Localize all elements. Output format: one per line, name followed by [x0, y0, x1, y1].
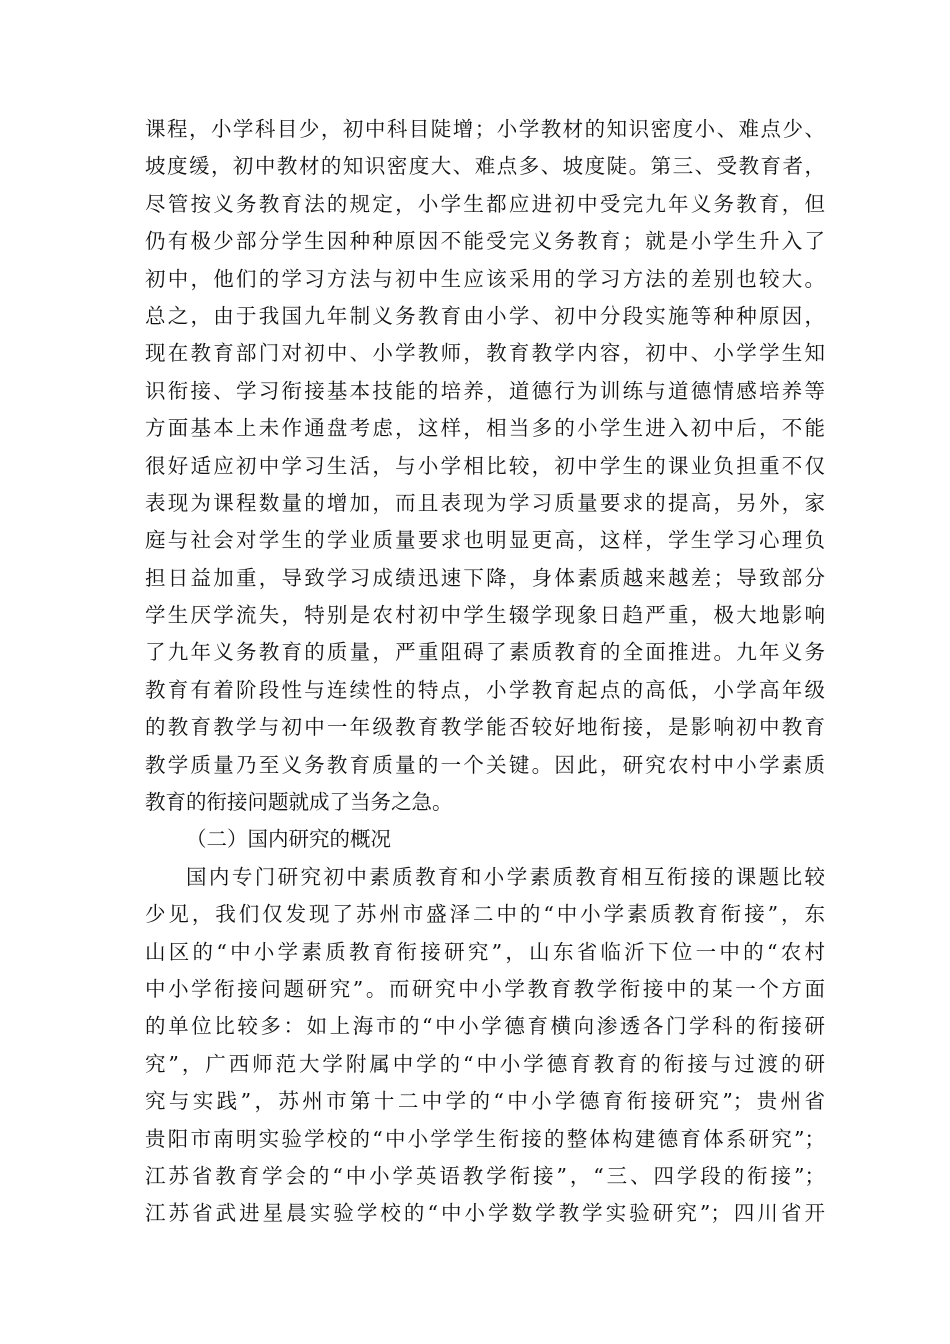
- text-line: 江苏省教育学会的“中小学英语教学衔接”，“三、四学段的衔接”；: [145, 1163, 825, 1188]
- text-line: 课程，小学科目少，初中科目陡增；小学教材的知识密度小、难点少、: [145, 117, 825, 141]
- text-line: 初中，他们的学习方法与初中生应该采用的学习方法的差别也较大。: [145, 266, 825, 291]
- text-line: 方面基本上未作通盘考虑，这样，相当多的小学生进入初中后，不能: [145, 416, 825, 441]
- text-line: 表现为课程数量的增加，而且表现为学习质量要求的提高，另外，家: [145, 490, 825, 515]
- text-line: 教育的衔接问题就成了当务之急。: [145, 790, 453, 815]
- body-paragraph-1: [145, 111, 825, 1233]
- text-line: 中小学衔接问题研究”。而研究中小学教育教学衔接中的某一个方面: [145, 976, 825, 1001]
- text-line: 坡度缓，初中教材的知识密度大、难点多、坡度陡。第三、受教育者，: [145, 154, 825, 179]
- section-heading: （二）国内研究的概况: [186, 827, 391, 852]
- text-line: 很好适应初中学习生活，与小学相比较，初中学生的课业负担重不仅: [145, 453, 825, 478]
- text-line: 仍有极少部分学生因种种原因不能受完义务教育；就是小学生升入了: [145, 229, 825, 254]
- text-line: 教育有着阶段性与连续性的特点，小学教育起点的高低，小学高年级: [145, 677, 825, 702]
- text-line: 总之，由于我国九年制义务教育由小学、初中分段实施等种种原因，: [145, 303, 825, 328]
- text-line: 了九年义务教育的质量，严重阻碍了素质教育的全面推进。九年义务: [145, 640, 825, 665]
- text-line: 少见，我们仅发现了苏州市盛泽二中的“中小学素质教育衔接”，东: [145, 902, 825, 927]
- text-line: 现在教育部门对初中、小学教师，教育教学内容，初中、小学学生知: [145, 341, 825, 366]
- text-line: 山区的“中小学素质教育衔接研究”，山东省临沂下位一中的“农村: [145, 939, 825, 964]
- text-line: 学生厌学流失，特别是农村初中学生辍学现象日趋严重，极大地影响: [145, 603, 825, 628]
- text-line: 教学质量乃至义务教育质量的一个关键。因此，研究农村中小学素质: [145, 752, 825, 777]
- text-line: 国内专门研究初中素质教育和小学素质教育相互衔接的课题比较: [186, 864, 825, 889]
- text-line: 庭与社会对学生的学业质量要求也明显更高，这样，学生学习心理负: [145, 528, 825, 553]
- text-line: 担日益加重，导致学习成绩迅速下降，身体素质越来越差；导致部分: [145, 565, 825, 590]
- text-line: 的单位比较多：如上海市的“中小学德育横向渗透各门学科的衔接研: [145, 1014, 825, 1039]
- text-line: 尽管按义务教育法的规定，小学生都应进初中受完九年义务教育，但: [145, 191, 825, 216]
- text-line: 识衔接、学习衔接基本技能的培养，道德行为训练与道德情感培养等: [145, 378, 825, 403]
- text-line: 贵阳市南明实验学校的“中小学学生衔接的整体构建德育体系研究”；: [145, 1126, 825, 1151]
- text-line: 究与实践”，苏州市第十二中学的“中小学德育衔接研究”；贵州省: [145, 1089, 825, 1114]
- text-line: 江苏省武进星晨实验学校的“中小学数学教学实验研究”；四川省开: [145, 1201, 825, 1226]
- text-line: 究”，广西师范大学附属中学的“中小学德育教育的衔接与过渡的研: [145, 1051, 825, 1076]
- text-line: 的教育教学与初中一年级教育教学能否较好地衔接，是影响初中教育: [145, 715, 825, 740]
